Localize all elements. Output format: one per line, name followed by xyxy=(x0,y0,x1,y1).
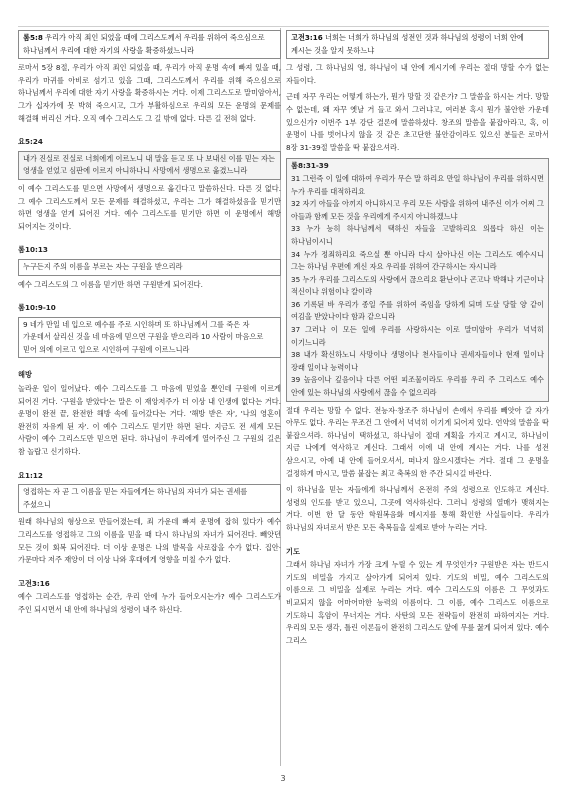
scripture-ref: 고전3:16 xyxy=(291,33,323,42)
section-heading-john-5-24: 요5:24 xyxy=(18,137,43,147)
body-paragraph: 놀라운 일이 일어났다. 예수 그리스도를 그 마음에 믿었을 뿐인데 구원에 이르게 되어진 거다. '구원을 받았다'는 말은 이 재앙저주가 더 이상 내 인생에 없다는 거다. 운명이 완전 끝, 완전한 해방 속에 들어갔다는 거다. '해방 받은 자', '나의 영혼이 완전히 자유케 된 자'. 이 예수 그리스도 믿기만 하면 된다. 지금도 전 세계 모든 사람이 예수 그리스도만 믿으면 된다. 하나님이 우리에게 열어주신 그 구원의 길은 참 놀랍고 신기하다. xyxy=(18,384,281,457)
scripture-box-john-5-24: 내가 진실로 진실로 너희에게 이르노니 내 말을 듣고 또 나 보내신 이를 믿는 자는 영생을 얻었고 심판에 이르지 아니하나니 사망에서 생명으로 옮겼느니라 xyxy=(18,151,281,180)
verse-36: 36 기록된 바 우리가 종일 주를 위하여 죽임을 당하게 되며 도살 당할 양 같이 여김을 받았나이다 함과 같으니라 xyxy=(291,299,544,322)
scripture-box-john-1-12: 영접하는 자 곧 그 이름을 믿는 자들에게는 하나님의 자녀가 되는 권세를 주셨으니 xyxy=(18,484,281,513)
scripture-box-rom-8-31-39 xyxy=(286,158,549,401)
verse-35: 35 누가 우리를 그리스도의 사랑에서 끊으리요 환난이나 곤고나 박해나 기근이나 적신이나 위험이나 칼이랴 xyxy=(291,274,544,297)
page-number: 3 xyxy=(280,774,286,783)
verse-34: 34 누가 정죄하리요 죽으실 뿐 아니라 다시 살아나신 이는 그리스도 예수시니 그는 하나님 우편에 계신 자요 우리를 위하여 간구하시는 자시니라 xyxy=(291,249,544,272)
verse-31: 31 그런즉 이 일에 대하여 우리가 무슨 말 하리요 만일 하나님이 우리를 위하시면 누가 우리를 대적하리요 xyxy=(291,173,544,196)
scripture-ref: 롬8:31-39 xyxy=(291,161,329,171)
body-paragraph: 그 성령, 그 하나님의 영, 하나님이 내 안에 계시기에 우리는 절대 망할 수가 없는 자들이다. xyxy=(286,63,549,85)
body-paragraph: 예수 그리스도의 그 이름을 믿기만 하면 구원받게 되어진다. xyxy=(18,279,203,289)
scripture-ref: 롬5:8 xyxy=(23,33,43,42)
section-heading-john-1-12: 요1:12 xyxy=(18,470,43,480)
right-column xyxy=(286,28,549,651)
verse-33: 33 누가 능히 하나님께서 택하신 자들을 고발하리요 의롭다 하신 이는 하나님이시니 xyxy=(291,224,544,246)
body-paragraph: 예수 그리스도를 영접하는 순간, 우리 안에 누가 들어오시는가? 예수 그리스도가 주인 되시면서 내 안에 하나님의 성령이 내주 하신다. xyxy=(18,592,281,614)
scripture-box-cor-3-16 xyxy=(286,30,549,59)
scripture-box-rom-10-9-10: 9 네가 만일 네 입으로 예수를 주로 시인하며 또 하나님께서 그를 죽은 자 가운데서 살리신 것을 네 마음에 믿으면 구원을 받으리라 10 사람이 마음으로 믿어 의에 이르고 입으로 시인하여 구원에 이르느니라 xyxy=(18,317,281,359)
section-heading-cor-3-16: 고전3:16 xyxy=(18,578,50,588)
body-paragraph: 이 예수 그리스도를 믿으면 사망에서 생명으로 옮긴다고 말씀하신다. 다른 것 없다. 그 예수 그리스도께서 모든 문제를 해결하셨고, 우리는 그가 해결하셨음을 믿기만 하면 영생을 얻게 되어진 거다. 예수 그리스도를 믿기만 하면 이 운명에서 해방 되어지는 것이다. xyxy=(18,183,281,231)
section-heading-rom-10-13: 롬10:13 xyxy=(18,245,48,255)
body-paragraph: 절대 우리는 망할 수 없다. 전능자·창조주 하나님이 손에서 우리를 빼앗아 갈 자가 아무도 없다. 우리는 무조건 그 안에서 넉넉히 이기게 되어져 있다. 언약의 말씀을 딱 붙잡으셔라. 하나님이 택하셨고, 하나님이 절대 계획을 가지고 계시고, 하나님이 지금 나에게 역사하고 계신다. 그래서 이에 내 안에 계시는 거다. 나를 성전 삼으시고, 아예 내 안에 들어오셔서, 떠나지 않으시겠다는 거다. 절대 그 운명을 걸정하게 마시고, 말씀 붙잡는 최고 축복의 한 주간 되시길 바란다. xyxy=(286,405,549,478)
body-paragraph: 그래서 하나님 자녀가 가장 크게 누릴 수 있는 게 무엇인가? 구원받은 자는 반드시 기도의 비밀을 가지고 살아가게 되어져 있다. 기도의 비밀, 예수 그리스도의 이름으로 그 비밀을 실제로 누리는 거다. 예수 그리스도의 이름은 그 무엇과도 비교되지 않을 어마어마한 능력의 이름이다. 그 이름, 예수 그리스도 이름으로 기도하니 흑암이 무너지는 거다. 사탄의 모든 전략들이 완전히 파하여지는 거다. 우리의 모든 생각, 틀린 이론들이 완전히 그리스도 앞에 무릎 꿇게 되어져 있다. 예수 그리스 xyxy=(286,560,549,645)
section-heading-rom-10-9-10: 롬10:9-10 xyxy=(18,303,56,313)
verse-32: 32 자기 아들을 아끼지 아니하시고 우리 모든 사람을 위하여 내주신 이가 어찌 그 아들과 함께 모든 것을 우리에게 주시지 아니하겠느냐 xyxy=(291,199,544,221)
verse-38: 38 내가 확신하노니 사망이나 생명이나 천사들이나 권세자들이나 현재 일이나 장래 일이나 능력이나 xyxy=(291,350,544,372)
section-heading-prayer: 기도 xyxy=(286,546,300,556)
body-paragraph: 근데 자꾸 우리는 어떻게 하는가, 뭔가 망할 것 같은가? 그 말씀을 하시는 거다. 망할 수 없는데, 왜 자꾸 옛날 거 들고 와서 그러냐고, 여러분 혹시 뭔가 불안한 가운데 있으신가? 이번주 1부 강단 결론에 말씀하셨다. 창조의 말씀을 붙잡아라고, 혹, 이 운명이 나를 벗어나지 않을 것 같은 초고단한 불안감이라도 있으신 분들은 로마서 8장 31-39절 말씀을 딱 붙잡으셔라. xyxy=(286,92,549,152)
body-paragraph: 로마서 5장 8절, 우리가 아직 죄인 되었을 때, 우리가 아직 운명 속에 빠져 있을 때, 우리가 마귀를 아비로 섬기고 있을 그때, 그리스도께서 우리를 위해 죽으심으로 하나님께서 우리에 대한 자기 사랑을 확증하시는 거다. 이제 그리스도로 말미암아서, 그가 십자가에 못 박혀 죽으시고, 그가 부활하심으로 우리의 모든 운명의 문제를 해결해 버리신 거다. 오직 예수 그리스도 그 길 밖에 없다. 다른 길 전혀 없다. xyxy=(18,63,281,123)
scripture-box-rom-10-13: 누구든지 주의 이름을 부르는 자는 구원을 받으리라 xyxy=(18,259,281,276)
scripture-text: 우리가 아직 죄인 되었을 때에 그리스도께서 우리를 위하여 죽으심으로 하나님께서 우리에 대한 자기의 사랑을 확증하셨느니라 xyxy=(23,33,265,55)
verse-39: 39 높음이나 깊음이나 다른 어떤 피조물이라도 우리를 우리 주 그리스도 예수 안에 있는 하나님의 사랑에서 끊을 수 없으리라 xyxy=(291,375,544,398)
verse-37: 37 그러나 이 모든 일에 우리를 사랑하시는 이로 말미암아 우리가 넉넉히 이기느니라 xyxy=(291,325,544,347)
scripture-box-rom-5-8 xyxy=(18,30,281,59)
body-paragraph: 이 하나님을 믿는 자들에게 하나님께서 온전히 주의 성령으로 인도하고 계신다. 성령의 인도를 받고 있으니, 그곳에 역사하신다. 그러니 성령의 열매가 맺혀지는 거다. 이번 한 달 동안 학원복음화 메시지를 통해 확인한 사실들이다. 우리가 하나님의 자녀로서 받은 모든 축복들을 실제로 받아 누리는 거다. xyxy=(286,485,549,532)
left-column xyxy=(18,28,281,621)
body-paragraph: 원래 하나님의 형상으로 만들어졌는데, 죄 가운데 빠져 운명에 잡혀 있다가 예수 그리스도를 영접하고 그의 이름을 믿을 때 다시 하나님의 자녀가 되어진다. 빼앗던 모든 것이 회복 되어진다. 더 이상 운명은 나의 발목을 사로잡을 수가 없다. 집안·가문마다 저주 재앙이 더 이상 나와 후대에게 영향을 미칠 수가 없다. xyxy=(18,517,281,565)
section-heading-liberation: 해방 xyxy=(18,370,32,380)
scripture-text: 너희는 너희가 하나님의 성전인 것과 하나님의 성령이 너희 안에 계시는 것을 알지 못하느냐 xyxy=(291,33,524,55)
top-rule xyxy=(18,26,549,27)
